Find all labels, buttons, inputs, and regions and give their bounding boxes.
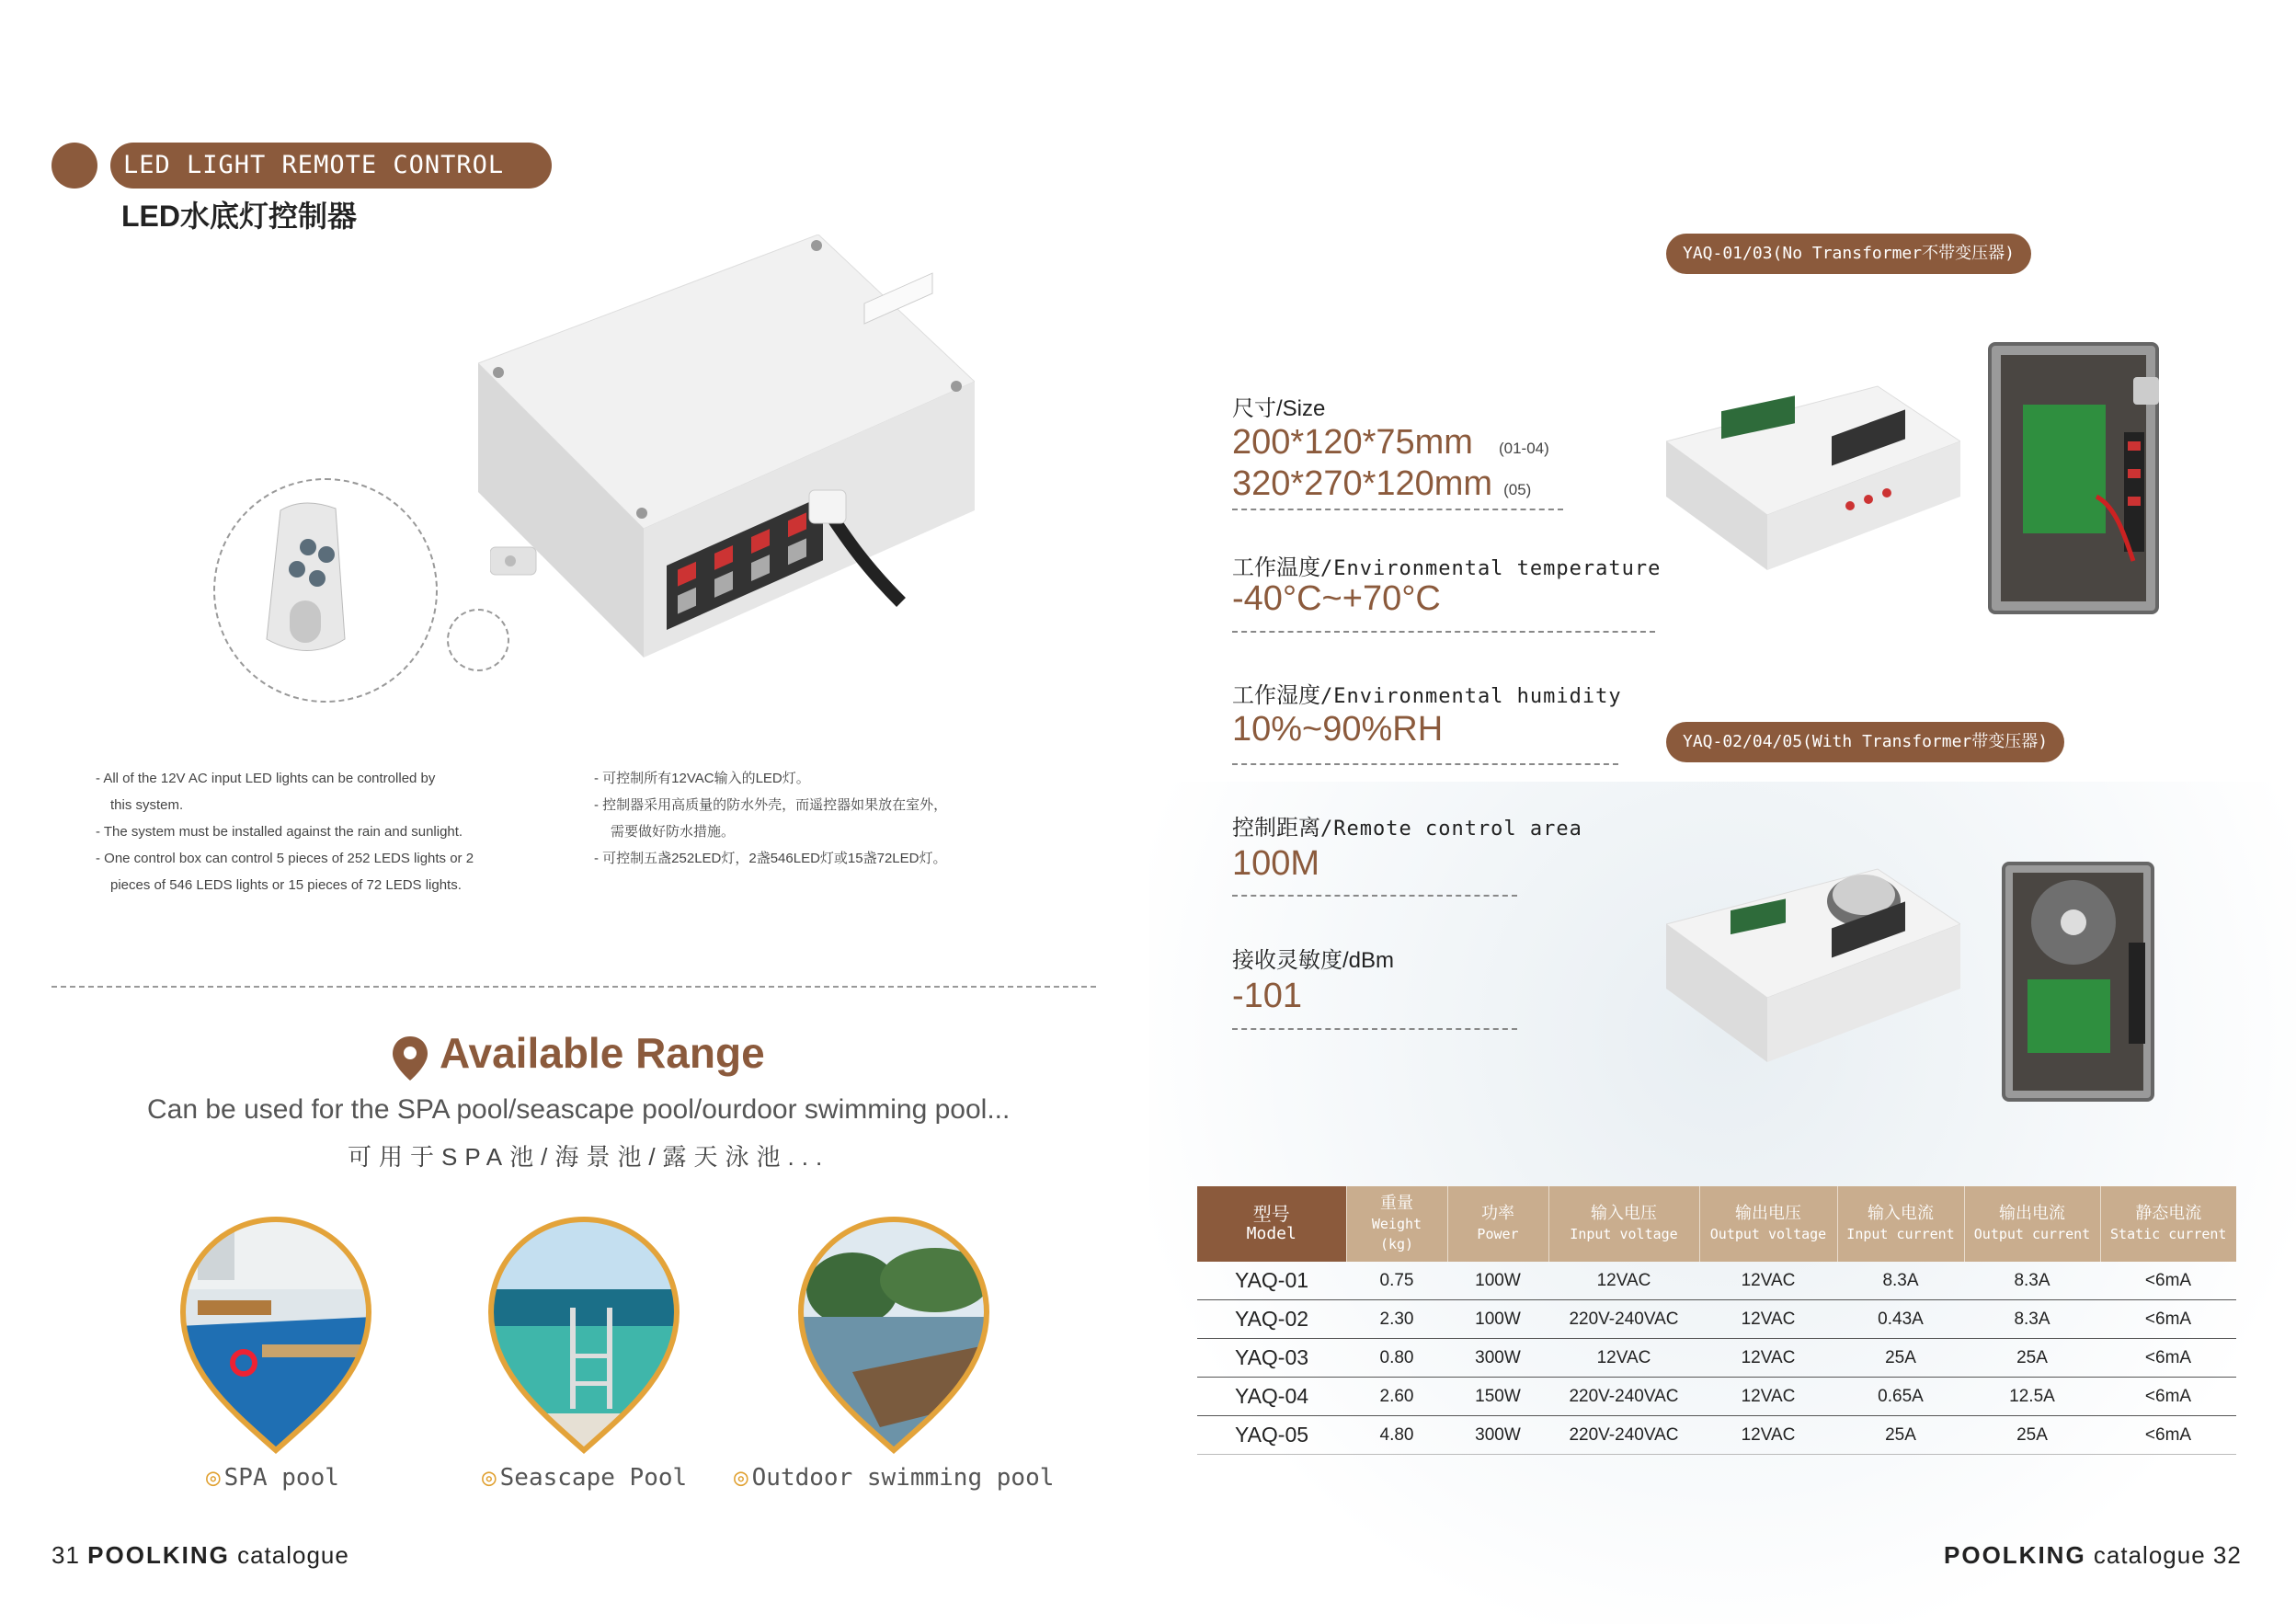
page-number: 32 xyxy=(2212,1541,2242,1569)
cell-input-current: 0.65A xyxy=(1837,1378,1964,1416)
range-title: Available Range xyxy=(440,1029,765,1077)
value-text: 320*270*120mm xyxy=(1232,464,1493,503)
footer-left xyxy=(51,1541,349,1570)
header-cn: 重量 xyxy=(1380,1194,1413,1213)
connector-circle-frame xyxy=(447,609,509,671)
cell-static-current: <6mA xyxy=(2100,1416,2236,1455)
label-en: /dBm xyxy=(1342,948,1395,973)
header-en: Output current xyxy=(1973,1226,2091,1242)
table-header-row xyxy=(1197,1186,2236,1262)
header-en: Weight xyxy=(1371,1216,1422,1232)
caption-text: Outdoor swimming pool xyxy=(751,1464,1055,1492)
col-header-input-current xyxy=(1837,1186,1964,1262)
seascape-pool-image xyxy=(487,1216,680,1455)
spec-size-value-1 xyxy=(1232,423,1549,463)
range-subtitle-cn: 可用于SPA池/海景池/露天泳池... xyxy=(348,1143,830,1171)
mount-tab xyxy=(490,538,545,584)
col-header-output-voltage xyxy=(1699,1186,1837,1262)
with-transformer-box-image xyxy=(1666,851,1960,1062)
variant-pill-no-transformer: YAQ-01/03(No Transformer不带变压器) xyxy=(1666,234,2031,274)
cell-input-voltage: 220V-240VAC xyxy=(1548,1378,1699,1416)
cell-output-current: 8.3A xyxy=(1964,1300,2100,1339)
spec-size-label xyxy=(1232,390,1325,422)
bullet-icon: ◎ xyxy=(206,1464,221,1492)
cell-model: YAQ-04 xyxy=(1197,1378,1346,1416)
spec-temp-value: -40°C~+70°C xyxy=(1232,579,1441,618)
cell-static-current: <6mA xyxy=(2100,1300,2236,1339)
label-cn: 工作温度 xyxy=(1232,555,1320,580)
label-en: /Remote control area xyxy=(1320,818,1582,841)
cell-power: 300W xyxy=(1447,1339,1548,1378)
cell-power: 100W xyxy=(1447,1300,1548,1339)
spec-distance-label xyxy=(1232,809,1582,841)
col-header-weight xyxy=(1346,1186,1447,1262)
cell-model: YAQ-02 xyxy=(1197,1300,1346,1339)
cell-input-voltage: 220V-240VAC xyxy=(1548,1300,1699,1339)
label-en: /Size xyxy=(1276,396,1326,421)
cell-output-voltage: 12VAC xyxy=(1699,1416,1837,1455)
label-cn: 接收灵敏度 xyxy=(1232,948,1342,973)
header-pill: LED LIGHT REMOTE CONTROL xyxy=(110,143,552,189)
cell-output-voltage: 12VAC xyxy=(1699,1339,1837,1378)
value-text: 200*120*75mm xyxy=(1232,423,1473,462)
range-subtitle-en: Can be used for the SPA pool/seascape pool/ourdoor swimming pool... xyxy=(147,1094,1011,1125)
header-en: Power xyxy=(1477,1226,1519,1242)
feature-en-line: pieces of 546 LEDS lights or 15 pieces of 72 LEDS lights. xyxy=(110,877,462,893)
variant-pill-with-transformer: YAQ-02/04/05(With Transformer带变压器) xyxy=(1666,722,2064,762)
spec-humidity-value: 10%~90%RH xyxy=(1232,710,1444,749)
caption-text: SPA pool xyxy=(223,1464,339,1492)
bullet-icon: ◎ xyxy=(482,1464,497,1492)
feature-en-line: - All of the 12V AC input LED lights can be controlled by xyxy=(96,771,436,786)
cell-power: 150W xyxy=(1447,1378,1548,1416)
brand-name: POOLKING xyxy=(87,1541,230,1569)
cell-model: YAQ-03 xyxy=(1197,1339,1346,1378)
cell-input-voltage: 12VAC xyxy=(1548,1339,1699,1378)
label-cn: 控制距离 xyxy=(1232,816,1320,841)
header-en: Input current xyxy=(1846,1226,1955,1242)
cell-output-voltage: 12VAC xyxy=(1699,1262,1837,1300)
cell-output-current: 12.5A xyxy=(1964,1378,2100,1416)
header-cn: 输出电流 xyxy=(1999,1204,2065,1223)
spec-divider xyxy=(1232,895,1517,897)
table-row xyxy=(1197,1416,2236,1455)
cell-output-voltage: 12VAC xyxy=(1699,1378,1837,1416)
cell-input-current: 8.3A xyxy=(1837,1262,1964,1300)
spec-divider xyxy=(1232,631,1655,633)
range-caption-spa xyxy=(206,1464,339,1492)
col-header-model xyxy=(1197,1186,1346,1262)
value-note: (05) xyxy=(1503,481,1532,498)
header-en: Output voltage xyxy=(1709,1226,1827,1242)
value-note: (01-04) xyxy=(1498,440,1549,457)
section-divider xyxy=(51,986,1096,988)
cell-static-current: <6mA xyxy=(2100,1378,2236,1416)
label-en: /Environmental humidity xyxy=(1320,685,1622,708)
features-cn xyxy=(594,765,947,872)
footer-word: catalogue xyxy=(237,1541,349,1569)
cell-weight: 0.75 xyxy=(1346,1262,1447,1300)
spec-table xyxy=(1197,1186,2236,1455)
remote-control-image xyxy=(253,501,354,658)
col-header-static-current xyxy=(2100,1186,2236,1262)
spec-temp-label xyxy=(1232,549,1661,581)
feature-cn-line: - 控制器采用高质量的防水外壳，而遥控器如果放在室外， xyxy=(594,797,948,813)
feature-en-line: this system. xyxy=(110,797,184,813)
header-cn: 型号 xyxy=(1252,1203,1290,1225)
cell-input-current: 25A xyxy=(1837,1416,1964,1455)
controller-box-image xyxy=(478,234,975,658)
spec-divider xyxy=(1232,763,1618,765)
with-transformer-open-box-image xyxy=(2000,860,2156,1104)
brand-name: POOLKING xyxy=(1944,1541,2086,1569)
header-unit: (kg) xyxy=(1379,1236,1414,1252)
feature-cn-line: - 可控制五盏252LED灯，2盏546LED灯或15盏72LED灯。 xyxy=(594,851,947,866)
col-header-input-voltage xyxy=(1548,1186,1699,1262)
feature-cn-line: 需要做好防水措施。 xyxy=(611,824,736,840)
cell-model: YAQ-05 xyxy=(1197,1416,1346,1455)
cell-weight: 0.80 xyxy=(1346,1339,1447,1378)
col-header-output-current xyxy=(1964,1186,2100,1262)
cell-weight: 2.60 xyxy=(1346,1378,1447,1416)
range-caption-seascape xyxy=(482,1464,687,1492)
header-cn: 输入电压 xyxy=(1591,1204,1657,1223)
cell-output-current: 25A xyxy=(1964,1416,2100,1455)
cell-weight: 4.80 xyxy=(1346,1416,1447,1455)
header-cn: 输入电流 xyxy=(1868,1204,1934,1223)
features-en xyxy=(96,765,474,898)
bullet-icon: ◎ xyxy=(734,1464,748,1492)
cell-weight: 2.30 xyxy=(1346,1300,1447,1339)
footer-word: catalogue xyxy=(2093,1541,2206,1569)
page-number: 31 xyxy=(51,1541,80,1569)
header-dot xyxy=(51,143,97,189)
spec-size-value-2 xyxy=(1232,464,1531,504)
spec-distance-value: 100M xyxy=(1232,844,1320,883)
no-transformer-open-box-image xyxy=(1986,340,2161,616)
table-row xyxy=(1197,1300,2236,1339)
cell-output-current: 25A xyxy=(1964,1339,2100,1378)
cell-power: 300W xyxy=(1447,1416,1548,1455)
feature-en-line: - The system must be installed against the rain and sunlight. xyxy=(96,824,463,840)
spa-pool-image xyxy=(179,1216,372,1455)
spec-sensitivity-label xyxy=(1232,942,1394,974)
cell-static-current: <6mA xyxy=(2100,1262,2236,1300)
cell-static-current: <6mA xyxy=(2100,1339,2236,1378)
spec-humidity-label xyxy=(1232,677,1622,709)
feature-en-line: - One control box can control 5 pieces of 252 LEDS lights or 2 xyxy=(96,851,474,866)
header-en: Model xyxy=(1246,1224,1296,1243)
header-en: Input voltage xyxy=(1570,1226,1678,1242)
cell-power: 100W xyxy=(1447,1262,1548,1300)
cell-output-current: 8.3A xyxy=(1964,1262,2100,1300)
cell-input-voltage: 220V-240VAC xyxy=(1548,1416,1699,1455)
range-caption-outdoor xyxy=(734,1464,1054,1492)
header-cn: 功率 xyxy=(1481,1204,1514,1223)
location-pin-icon xyxy=(391,1035,429,1082)
page-title: LED水底灯控制器 xyxy=(121,200,358,233)
feature-cn-line: - 可控制所有12VAC输入的LED灯。 xyxy=(594,771,810,786)
no-transformer-box-image xyxy=(1666,368,1960,570)
table-row xyxy=(1197,1262,2236,1300)
header-cn: 输出电压 xyxy=(1735,1204,1801,1223)
cell-input-voltage: 12VAC xyxy=(1548,1262,1699,1300)
table-row xyxy=(1197,1378,2236,1416)
footer-right xyxy=(1944,1541,2242,1570)
outdoor-pool-image xyxy=(797,1216,990,1455)
cell-input-current: 0.43A xyxy=(1837,1300,1964,1339)
col-header-power xyxy=(1447,1186,1548,1262)
cell-input-current: 25A xyxy=(1837,1339,1964,1378)
spec-divider xyxy=(1232,1028,1517,1030)
caption-text: Seascape Pool xyxy=(499,1464,688,1492)
spec-divider xyxy=(1232,509,1563,510)
header-cn: 静态电流 xyxy=(2135,1204,2202,1223)
cell-output-voltage: 12VAC xyxy=(1699,1300,1837,1339)
label-cn: 尺寸 xyxy=(1232,396,1276,421)
cell-model: YAQ-01 xyxy=(1197,1262,1346,1300)
label-en: /Environmental temperature xyxy=(1320,557,1662,580)
label-cn: 工作湿度 xyxy=(1232,683,1320,708)
header-en: Static current xyxy=(2110,1226,2227,1242)
table-row xyxy=(1197,1339,2236,1378)
spec-sensitivity-value: -101 xyxy=(1232,977,1303,1015)
